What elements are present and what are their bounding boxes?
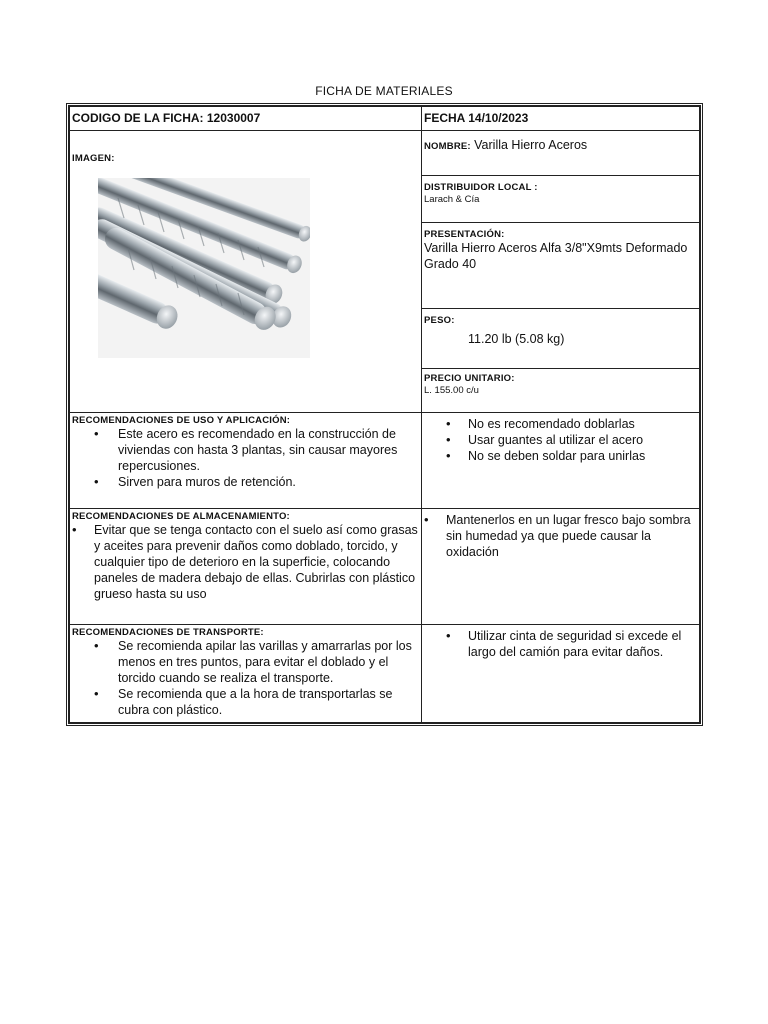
presentacion-cell [422,223,700,309]
uso-left-cell [70,413,422,509]
almacenamiento-left-list [72,522,419,602]
rebar-image [98,178,310,358]
fecha-cell: FECHA 14/10/2023 [422,107,700,131]
precio-cell [422,369,700,413]
nombre-cell [422,131,700,176]
codigo-cell: CODIGO DE LA FICHA: 12030007 [70,107,422,131]
distribuidor-label: DISTRIBUIDOR LOCAL : [424,182,538,193]
list-item: • No se deben soldar para unirlas [444,448,697,464]
distribuidor-cell [422,176,700,223]
list-item: • Sirven para muros de retención. [72,474,419,490]
list-item: • Se recomienda que a la hora de transportarlas se cubra con plástico. [72,686,419,718]
presentacion-label: PRESENTACIÓN: [424,229,505,240]
list-item: • Se recomienda apilar las varillas y amarrarlas por los menos en tres puntos, para evitar el doblado y el torcido cuando se realiza el transporte. [72,638,419,686]
uso-right-list [424,416,697,464]
almacenamiento-right-list [424,512,697,560]
transporte-left-cell [70,625,422,723]
material-table [69,106,700,723]
nombre-value: Varilla Hierro Aceros [474,138,588,152]
peso-label: PESO: [424,315,455,326]
precio-value: L. 155.00 c/u [424,385,479,396]
peso-cell [422,309,700,369]
document-title: FICHA DE MATERIALES [315,84,453,98]
peso-value: 11.20 lb (5.08 kg) [468,332,565,346]
nombre-label: NOMBRE: [424,141,471,152]
list-item: • No es recomendado doblarlas [444,416,697,432]
almacenamiento-right-cell [422,509,700,625]
list-item: • Este acero es recomendado en la construcción de viviendas con hasta 3 plantas, sin causar mayores repercusiones. [72,426,419,474]
material-sheet [66,103,703,726]
precio-label: PRECIO UNITARIO: [424,373,515,384]
uso-right-cell [422,413,700,509]
transporte-left-list [72,638,419,718]
uso-left-list [72,426,419,490]
transporte-right-list [424,628,697,660]
uso-label: RECOMENDACIONES DE USO Y APLICACIÓN: [72,415,291,426]
list-item: • Evitar que se tenga contacto con el suelo así como grasas y aceites para prevenir daños como doblado, torcido, y cualquier tipo de deterioro en la superficie, colocando paneles de madera debajo de ellas. Cubrirlas con plástico grueso hasta su uso [72,522,419,602]
distribuidor-value: Larach & Cía [424,194,480,205]
transporte-label: RECOMENDACIONES DE TRANSPORTE: [72,627,264,638]
imagen-label: IMAGEN: [72,153,115,164]
presentacion-value: Varilla Hierro Aceros Alfa 3/8"X9mts Deformado Grado 40 [424,241,688,271]
imagen-cell [70,131,422,413]
almacenamiento-label: RECOMENDACIONES DE ALMACENAMIENTO: [72,511,290,522]
almacenamiento-left-cell [70,509,422,625]
list-item: • Mantenerlos en un lugar fresco bajo sombra sin humedad ya que puede causar la oxidación [424,512,697,560]
list-item: • Usar guantes al utilizar el acero [444,432,697,448]
list-item: • Utilizar cinta de seguridad si excede el largo del camión para evitar daños. [444,628,697,660]
transporte-right-cell [422,625,700,723]
